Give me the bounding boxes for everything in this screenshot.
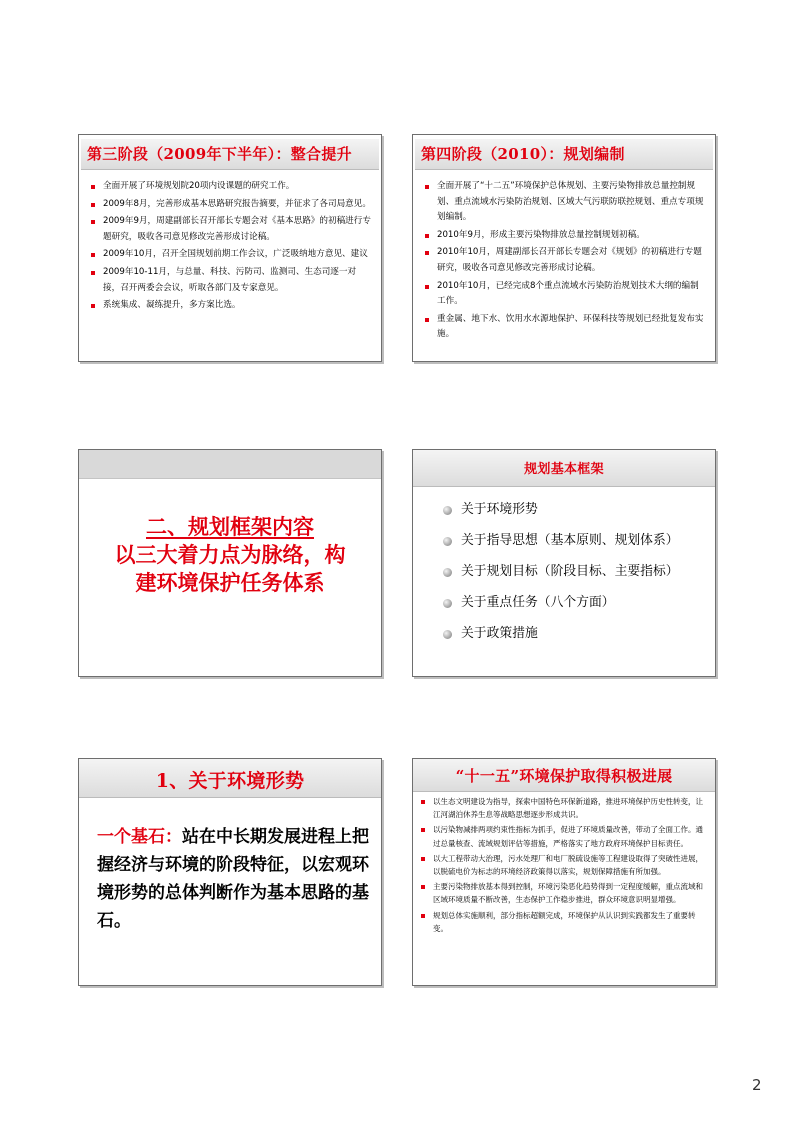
list-item: 2010年10月，已经完成8个重点流域水污染防治规划技术大纲的编制工作。 — [423, 279, 705, 310]
list-item: 系统集成、凝练提升，多方案比选。 — [89, 298, 373, 314]
slide-framework — [412, 449, 716, 677]
slide-title: “十一五”环境保护取得积极进展 — [455, 767, 673, 785]
bullet-ball-icon — [443, 599, 452, 608]
bullet-ball-icon — [443, 506, 452, 515]
slide-stage-four — [412, 134, 716, 362]
slide-stage-three — [78, 134, 382, 362]
list-item: 主要污染物排放基本得到控制，环境污染恶化趋势得到一定程度缓解，重点流域和区域环境质量不断改善，生态保护工作稳步推进，群众环境意识明显增强。 — [419, 880, 707, 906]
slide-header — [79, 450, 381, 479]
list-item: 规划总体实施顺利，部分指标超额完成，环境保护从认识到实践都发生了重要转变。 — [419, 909, 707, 935]
section-heading-line: 建环境保护任务体系 — [135, 570, 325, 595]
slide-header — [81, 139, 379, 170]
list-item: 2010年9月，形成主要污染物排放总量控制规划初稿。 — [423, 228, 705, 244]
bullet-ball-icon — [443, 568, 452, 577]
keystone-label: 一个基石： — [97, 827, 182, 847]
list-item-label: 关于规划目标（阶段目标、主要指标） — [461, 564, 679, 579]
slide-environment-situation — [78, 758, 382, 986]
list-item-label: 关于环境形势 — [461, 502, 538, 517]
list-item — [437, 593, 679, 624]
slide-header — [413, 450, 715, 487]
list-item: 重金属、地下水、饮用水水源地保护、环保科技等规划已经批复发布实施。 — [423, 312, 705, 343]
list-item: 2009年10-11月，与总量、科技、污防司、监测司、生态司逐一对接，召开两委会会议，听取各部门及专家意见。 — [89, 265, 373, 296]
slide-section-title — [78, 449, 382, 677]
list-item: 全面开展了“十二五”环境保护总体规划、主要污染物排放总量控制规划、重点流域水污染防治规划、区域大气污联防联控规划、重点专项规划编制。 — [423, 179, 705, 226]
list-item: 2009年9月，周建副部长召开部长专题会对《基本思路》的初稿进行专题研究，吸收各司意见修改完善形成讨论稿。 — [89, 214, 373, 245]
slide-header — [413, 759, 715, 792]
slide-title: 第三阶段（2009年下半年）：整合提升 — [87, 145, 352, 163]
list-item — [437, 531, 679, 562]
list-item: 以大工程带动大治理，污水处理厂和电厂脱硫设施等工程建设取得了突破性进展，以脱硫电价为标志的环境经济政策得以落实，规划保障措施有所加强。 — [419, 852, 707, 878]
framework-list — [437, 500, 679, 655]
page-number: 2 — [752, 1076, 762, 1094]
slide-header — [79, 759, 381, 798]
slide-title: 规划基本框架 — [524, 462, 604, 477]
slide-header — [415, 139, 713, 170]
list-item: 以生态文明建设为指导，探索中国特色环保新道路，推进环境保护历史性转变，让江河湖泊休养生息等战略思想逐步形成共识。 — [419, 795, 707, 821]
keystone-paragraph — [97, 823, 369, 935]
slide-title: 1、关于环境形势 — [155, 770, 305, 792]
slide-eleventh-plan-progress — [412, 758, 716, 986]
list-item: 全面开展了环境规划院20项内设课题的研究工作。 — [89, 179, 373, 195]
section-heading-line: 以三大着力点为脉络，构 — [114, 542, 346, 567]
list-item: 以污染物减排两项约束性指标为抓手，促进了环境质量改善，带动了全面工作。通过总量核查、流域规划评估等措施，严格落实了地方政府环境保护目标责任。 — [419, 823, 707, 849]
section-heading-line: 二、规划框架内容 — [146, 514, 314, 539]
keystone-text: 站在中长期发展进程上把握经济与环境的阶段特征，以宏观环境形势的总体判断作为基本思路的基石。 — [97, 827, 369, 931]
bullet-ball-icon — [443, 537, 452, 546]
list-item — [437, 624, 679, 655]
list-item: 2009年10月，召开全国规划前期工作会议，广泛吸纳地方意见、建议 — [89, 247, 373, 263]
list-item-label: 关于政策措施 — [461, 626, 538, 641]
slide-title: 第四阶段（2010）：规划编制 — [421, 145, 625, 163]
bullet-list — [89, 179, 373, 316]
list-item-label: 关于重点任务（八个方面） — [461, 595, 615, 610]
bullet-ball-icon — [443, 630, 452, 639]
bullet-list — [423, 179, 705, 345]
list-item-label: 关于指导思想（基本原则、规划体系） — [461, 533, 679, 548]
list-item — [437, 500, 679, 531]
list-item: 2010年10月，周建副部长召开部长专题会对《规划》的初稿进行专题研究，吸收各司意见修改完善形成讨论稿。 — [423, 245, 705, 276]
list-item: 2009年8月，完善形成基本思路研究报告摘要，并征求了各司局意见。 — [89, 197, 373, 213]
section-heading — [79, 513, 381, 597]
list-item — [437, 562, 679, 593]
bullet-list — [419, 795, 707, 937]
